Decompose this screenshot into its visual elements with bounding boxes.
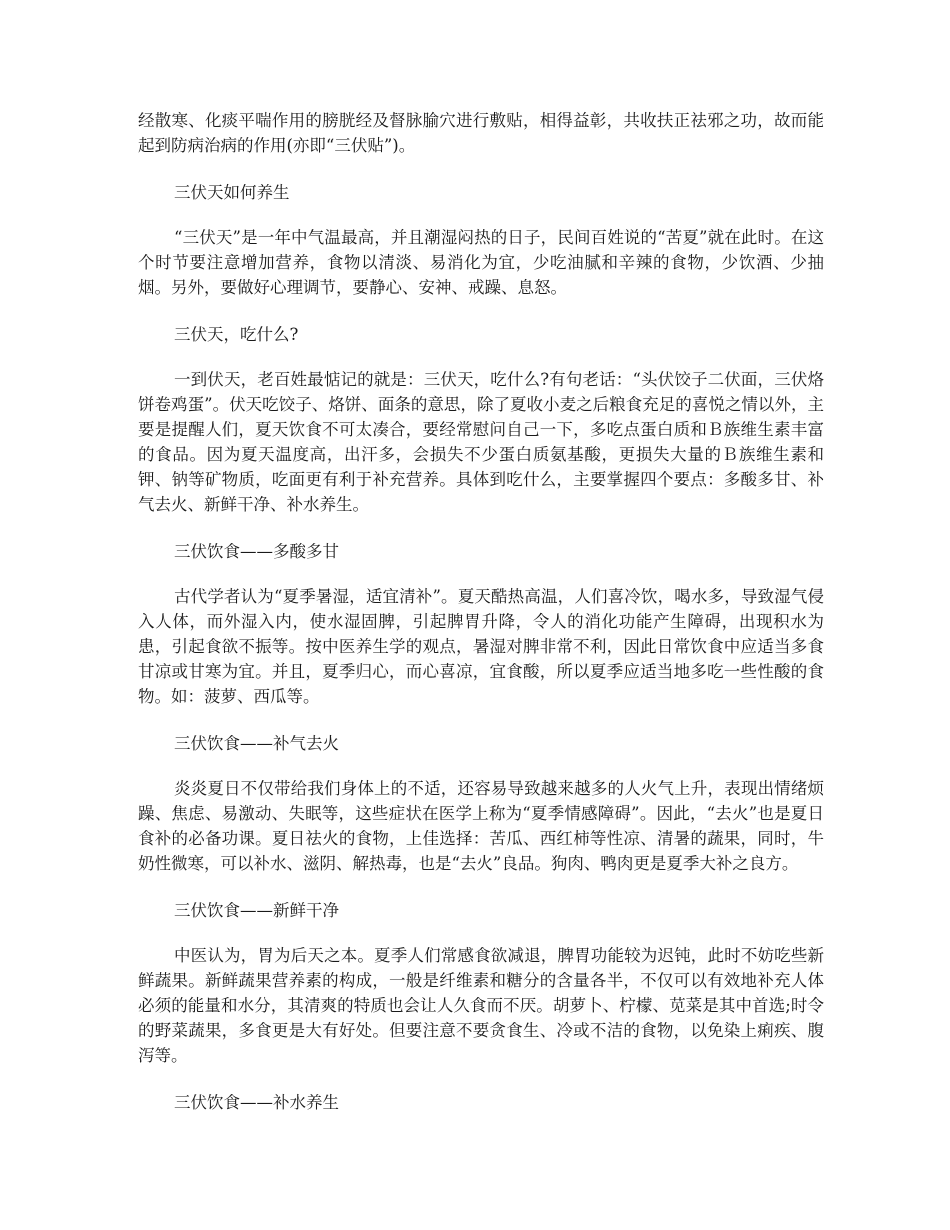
section-heading-summer-health: 三伏天如何养生: [174, 183, 290, 202]
section-body-what-to-eat: 一到伏天，老百姓最惦记的就是：三伏天，吃什么?有句老话：“头伏饺子二伏面，三伏烙饼卷鸡蛋”。伏天吃饺子、烙饼、面条的意思，除了夏收小麦之后粮食充足的喜悦之情以外，主要是提醒人们，夏天饮食不可太凑合，要经常慰问自己一下，多吃点蛋白质和Ｂ族维生素丰富的食品。因为夏天温度高，出汗多，会损失不少蛋白质氨基酸，更损失大量的Ｂ族维生素和钾、钠等矿物质，吃面更有利于补充营养。具体到吃什么，主要掌握四个要点：多酸多甘、补气去火、新鲜干净、补水养生。: [138, 370, 824, 514]
section-heading-qi-fire: 三伏饮食——补气去火: [174, 734, 339, 753]
intro-paragraph: 经散寒、化痰平喘作用的膀胱经及督脉腧穴进行敷贴，相得益彰，共收扶正祛邪之功，故而能起到防病治病的作用(亦即“三伏贴”)。: [138, 111, 824, 155]
section-heading-hydration: 三伏饮食——补水养生: [174, 1093, 339, 1112]
section-heading-sour-sweet: 三伏饮食——多酸多甘: [174, 542, 339, 561]
section-body-qi-fire: 炎炎夏日不仅带给我们身体上的不适，还容易导致越来越多的人火气上升，表现出情绪烦躁、焦虑、易激动、失眠等，这些症状在医学上称为“夏季情感障碍”。因此，“去火”也是夏日食补的必备功课。夏日祛火的食物，上佳选择：苦瓜、西红柿等性凉、清暑的蔬果，同时，牛奶性微寒，可以补水、滋阴、解热毒，也是“去火”良品。狗肉、鸭肉更是夏季大补之良方。: [138, 779, 824, 873]
document-body: [138, 108, 824, 1115]
section-body-summer-health: “三伏天”是一年中气温最高，并且潮湿闷热的日子，民间百姓说的“苦夏”就在此时。在这个时节要注意增加营养，食物以清淡、易消化为宜，少吃油腻和辛辣的食物，少饮酒、少抽烟。另外，要做好心理调节，要静心、安神、戒躁、息怒。: [138, 228, 824, 297]
section-body-sour-sweet: 古代学者认为“夏季暑湿，适宜清补”。夏天酷热高温，人们喜冷饮，喝水多，导致湿气侵入人体，而外湿入内，使水湿固脾，引起脾胃升降，令人的消化功能产生障碍，出现积水为患，引起食欲不振等。按中医养生学的观点，暑湿对脾非常不利，因此日常饮食中应适当多食甘凉或甘寒为宜。并且，夏季归心，而心喜凉，宜食酸，所以夏季应适当地多吃一些性酸的食物。如：菠萝、西瓜等。: [138, 587, 824, 706]
section-heading-fresh-clean: 三伏饮食——新鲜干净: [174, 901, 339, 920]
section-body-fresh-clean: 中医认为，胃为后天之本。夏季人们常感食欲减退，脾胃功能较为迟钝，此时不妨吃些新鲜蔬果。新鲜蔬果营养素的构成，一般是纤维素和糖分的含量各半，不仅可以有效地补充人体必须的能量和水分，其清爽的特质也会让人久食而不厌。胡萝卜、柠檬、苋菜是其中首选;时令的野菜蔬果，多食更是大有好处。但要注意不要贪食生、冷或不洁的食物，以免染上痢疾、腹泻等。: [138, 946, 824, 1065]
section-heading-what-to-eat: 三伏天，吃什么?: [174, 325, 299, 344]
